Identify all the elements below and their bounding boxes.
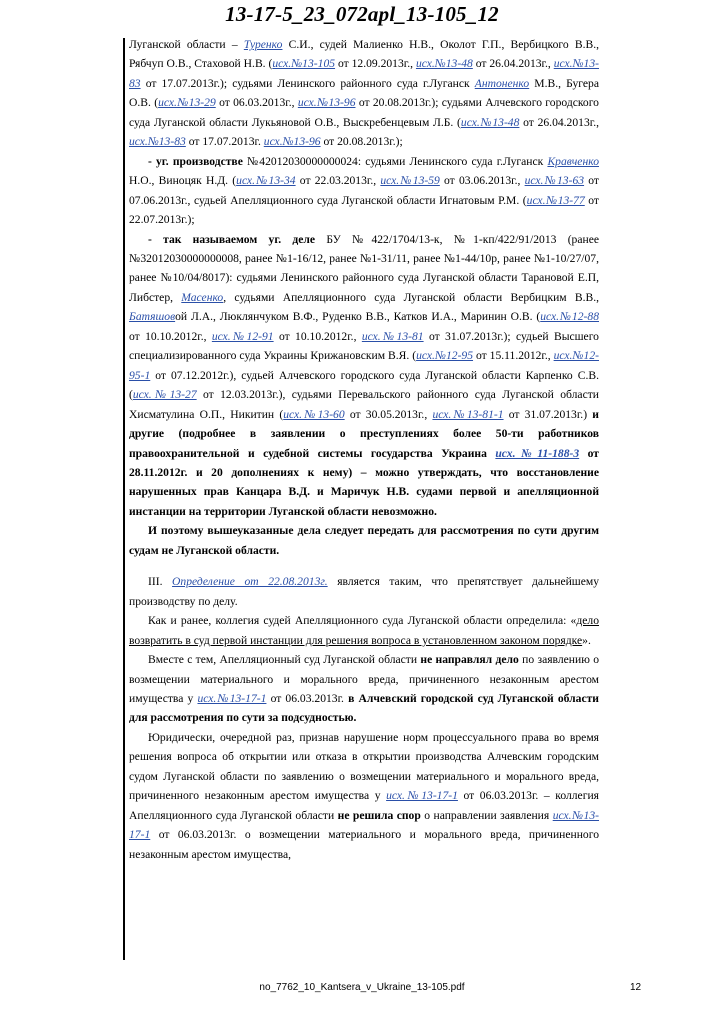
link-ref[interactable]: исх.№13-83 bbox=[129, 135, 186, 149]
bold-run: и другие (подробнее в заявлении о преступлениях более 50-ти работников правоохранительной и судебной системы государства Украина bbox=[129, 407, 599, 460]
link-ref[interactable]: исх.№13-17-1 bbox=[129, 808, 600, 842]
link-ref[interactable]: исх.№13-96 bbox=[297, 96, 356, 110]
link-ref[interactable]: исх.№13-34 bbox=[236, 174, 296, 188]
paragraph-so-called-case bbox=[129, 230, 599, 522]
text-run: Вместе с тем, Апелляционный суд Луганской области bbox=[148, 653, 421, 667]
link-ref[interactable]: исх.№13-59 bbox=[380, 174, 440, 188]
text-run: Н.О., Виноцяк Н.Д. ( bbox=[129, 174, 237, 188]
link-ref[interactable]: исх.№12-91 bbox=[211, 329, 274, 343]
link-ruling[interactable]: Определение от 22.08.2013г. bbox=[172, 575, 328, 589]
link-ref[interactable]: исх.№13-63 bbox=[524, 174, 585, 188]
text-run: от 31.07.2013г.) bbox=[503, 407, 593, 421]
text-run: от 06.03.2013г. bbox=[266, 691, 349, 705]
bold-run: от 28.11.2012г. и 20 дополнениях к нему) – можно утверждать, что восстановление нарушенных прав Канцара В.Д. и Маричук Н.В. судами первой и апелляционной инстанции на территории Луганской области невозможно. bbox=[129, 446, 600, 518]
link-ref[interactable]: исх.№13-17-1 bbox=[197, 691, 267, 705]
text-run: от 07.06.2013г., судьей Апелляционного суда Луганской области Игнатовым Р.М. ( bbox=[129, 174, 599, 207]
paragraph-section-iii bbox=[129, 572, 599, 611]
underlined-quote: дело возвратить в суд первой инстанции для решения вопроса в установленном законом порядке bbox=[129, 614, 599, 647]
text-run: от 20.08.2013г.); bbox=[320, 135, 403, 149]
link-kravchenko[interactable]: Кравченко bbox=[547, 154, 599, 168]
text-run: , судьями Апелляционного суда Луганской области Вербицким В.В., bbox=[223, 290, 600, 304]
text-run: от 03.06.2013г., bbox=[439, 174, 525, 188]
paragraph-judges-list bbox=[129, 35, 599, 152]
link-ref[interactable]: исх.№13-81 bbox=[361, 329, 424, 343]
link-turenko[interactable]: Туренко bbox=[243, 38, 283, 51]
text-run: от 26.04.2013г., bbox=[472, 57, 554, 71]
text-run: о направлении заявления bbox=[420, 808, 553, 822]
bold-run: не решила спор bbox=[337, 808, 421, 822]
text-run: №42012030000000024: судьями Ленинского суда г.Луганск bbox=[242, 154, 548, 168]
link-ref[interactable]: исх.№13-29 bbox=[158, 96, 216, 110]
text-run: С.И., судей Малиенко Н.В., Околот Г.П., Вербицкого В.В., Рябчуп О.В., Стаховой Н.В. ( bbox=[129, 38, 599, 71]
link-ref[interactable]: исх.№13-48 bbox=[415, 57, 473, 71]
link-ref[interactable]: исх.№12-88 bbox=[540, 310, 599, 324]
bold-run: - так называемом уг. деле bbox=[148, 232, 316, 246]
text-run: от 10.10.2012г., bbox=[273, 329, 362, 343]
text-run: от 26.04.2013г., bbox=[519, 115, 599, 129]
paragraph-collegium-ruling bbox=[129, 611, 599, 650]
text-run: по заявлению о возмещении материального и морального вреда, причиненного незаконным арестом имущества у bbox=[129, 653, 599, 705]
text-run: от 22.07.2013г.); bbox=[129, 193, 600, 227]
bold-run: в Алчевский городской суд Луганской области для рассмотрения по сути за подсудностью. bbox=[129, 691, 599, 725]
link-ref[interactable]: исх.№12-95 bbox=[416, 349, 474, 363]
text-run: от 06.03.2013г., bbox=[215, 96, 298, 110]
text-run: Луганской области – bbox=[129, 38, 244, 51]
text-run: ой Л.А., Люклянчуком В.Ф., Руденко В.В., Катков И.А., Маринин О.В. ( bbox=[175, 310, 541, 324]
text-run: Юридически, очередной раз, признав нарушение норм процессуального права во время решения вопроса об открытии или отказа в открытии производства Алчевским городским судом Луганской области по заявлению о возмещении материального и морального вреда, причиненного незаконным арестом имущества у bbox=[129, 730, 599, 803]
link-ref[interactable]: исх.№13-48 bbox=[460, 115, 520, 129]
text-run: от 17.07.2013г.); судьями Ленинского районного суда г.Луганск bbox=[140, 76, 475, 90]
text-run: от 20.08.2013г.); судьями Алчевского городского суда Луганской области Лукьяновой О.В., Выскребенцевым Л.Б. ( bbox=[129, 96, 599, 129]
bold-run: не направлял дело bbox=[420, 653, 519, 667]
text-run: от 06.03.2013г. о возмещении материального и морального вреда, причиненного незаконным арестом имущества, bbox=[129, 828, 599, 861]
footer-page-number: 12 bbox=[630, 982, 642, 993]
text-run: М.В., Бугера О.В. ( bbox=[129, 76, 600, 110]
document-body bbox=[129, 35, 599, 864]
text-run: от 12.03.2013г.), судьями Перевальского районного суда Луганской области Хисматулина О.П., Никитин ( bbox=[129, 388, 599, 421]
text-run: III. bbox=[148, 575, 173, 589]
paragraph-legally bbox=[129, 728, 599, 864]
text-run: от 17.07.2013г. bbox=[185, 135, 264, 149]
text-run: является таким, что препятствует дальнейшему производству по делу. bbox=[129, 575, 599, 608]
text-run: от 22.03.2013г., bbox=[295, 174, 381, 188]
link-ref[interactable]: исх.№13-60 bbox=[283, 407, 345, 421]
left-margin-rule bbox=[123, 38, 125, 960]
bold-run: - уг. производстве bbox=[148, 154, 243, 168]
text-run: Как и ранее, коллегия судей Апелляционного суда Луганской области определила: « bbox=[148, 614, 577, 628]
text-run: от 10.10.2012г., bbox=[129, 329, 212, 343]
text-run: от 06.03.2013г. – коллегия Апелляционного суда Луганской области bbox=[129, 789, 599, 822]
text-run: от 15.11.2012г., bbox=[473, 349, 554, 363]
text-run: от 12.09.2013г., bbox=[335, 57, 416, 71]
document-header-title: 13-17-5_23_072apl_13-105_12 bbox=[225, 2, 499, 26]
link-ref[interactable]: исх.№13-105 bbox=[272, 57, 336, 71]
link-ref[interactable]: исх.№13-27 bbox=[132, 388, 197, 402]
link-masenko[interactable]: Масенко bbox=[181, 290, 224, 304]
link-ref[interactable]: исх.№13-77 bbox=[526, 193, 585, 207]
footer-filename: no_7762_10_Kantsera_v_Ukraine_13-105.pdf bbox=[259, 982, 465, 993]
text-run: БУ №422/1704/13-к, №1-кп/422/91/2013 (ранее №32012030000000008, ранее №1-16/12, ранее №1-31/11, ранее №1-44/10р, ранее №1-10/27/07, ранее №10/04/8017): судьями Ленинского районного суда Луганской области Тарановой Е.П, Либстер, bbox=[129, 232, 599, 304]
link-ref[interactable]: исх.№13-96 bbox=[263, 135, 321, 149]
link-ref[interactable]: исх.№12-95-1 bbox=[129, 349, 599, 382]
text-run: от 30.05.2013г., bbox=[344, 407, 433, 421]
link-ref[interactable]: исх.№11-188-3 bbox=[495, 446, 580, 460]
link-ref[interactable]: исх.№13-83 bbox=[129, 57, 600, 90]
paragraph-transfer-conclusion: И поэтому вышеуказанные дела следует передать для рассмотрения по сути другим судам не Луганской области. bbox=[129, 524, 599, 557]
link-batyashov[interactable]: Батяшов bbox=[129, 310, 176, 324]
link-ref[interactable]: исх.№13-81-1 bbox=[432, 407, 504, 421]
paragraph-not-sent bbox=[129, 650, 599, 728]
text-run: от 31.07.2013г.); судьей Высшего специализированного суда Украины Крижановским В.Я. ( bbox=[129, 329, 599, 363]
link-antonenko[interactable]: Антоненко bbox=[474, 76, 530, 90]
paragraph-criminal-proceeding bbox=[129, 152, 599, 230]
text-run: от 07.12.2012г.), судьей Алчевского городского суда Луганской области Карпенко С.В.( bbox=[129, 368, 599, 402]
link-ref[interactable]: исх.№13-17-1 bbox=[386, 789, 458, 803]
text-run: ». bbox=[582, 633, 591, 647]
